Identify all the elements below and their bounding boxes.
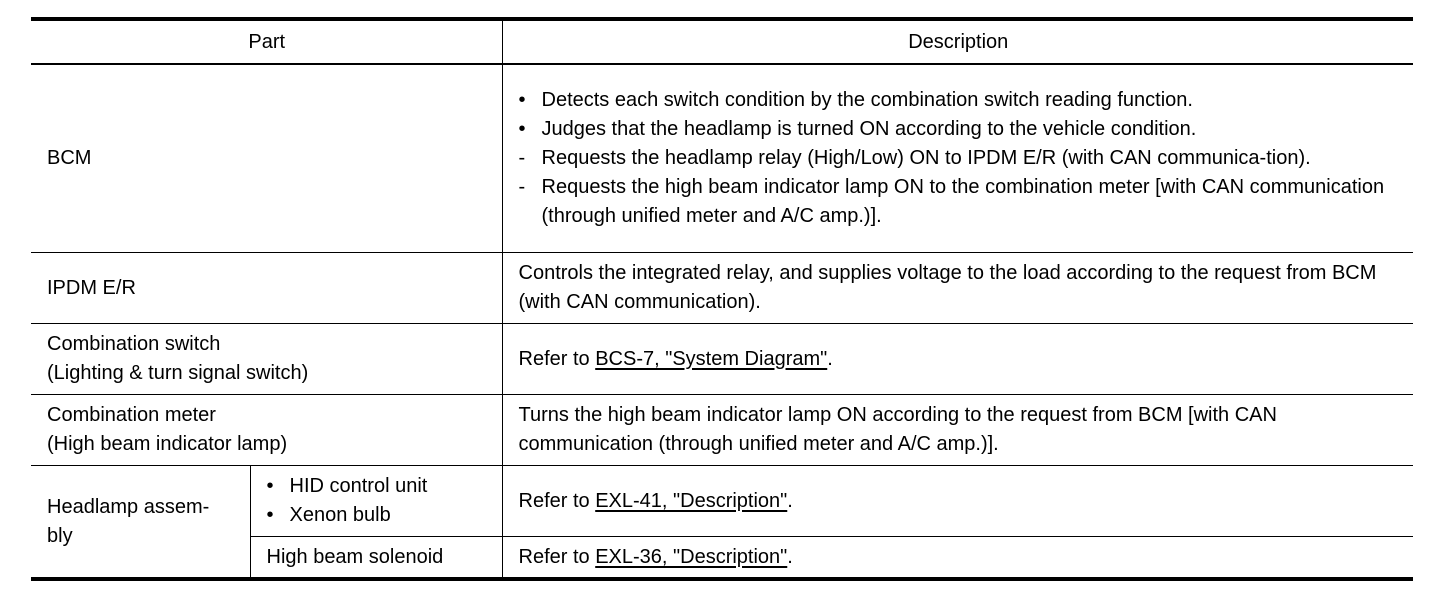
bullet-icon: • xyxy=(518,118,526,140)
reference-link-bcs-7[interactable]: BCS-7, "System Diagram" xyxy=(595,347,828,370)
period-text: . xyxy=(787,489,793,512)
list-item xyxy=(519,115,1399,144)
part-cell-combination-meter xyxy=(31,395,502,466)
hid-component-list xyxy=(267,472,487,530)
reference-link-exl-41[interactable]: EXL-41, "Description" xyxy=(595,489,788,512)
part-cell-combination-switch xyxy=(31,324,502,395)
parts-description-table xyxy=(31,17,1413,581)
description-cell-hid xyxy=(502,466,1413,537)
table-row-combination-switch xyxy=(31,324,1413,395)
table-row-bcm xyxy=(31,64,1413,253)
list-item-text: Requests the high beam indicator lamp ON to the combination meter [with CAN communication (through unified meter and A/C amp.)]. xyxy=(541,176,1385,227)
list-item-text: Xenon bulb xyxy=(289,504,391,526)
table-row-ipdm xyxy=(31,253,1413,324)
part-subname: (Lighting & turn signal switch) xyxy=(47,362,309,384)
list-item xyxy=(519,86,1399,115)
subpart-cell-hid xyxy=(250,466,502,537)
part-cell-ipdm: IPDM E/R xyxy=(31,253,502,324)
list-item xyxy=(519,173,1399,231)
refer-to-text: Refer to xyxy=(518,489,596,512)
refer-to-text: Refer to xyxy=(518,347,596,370)
list-item xyxy=(267,501,487,530)
description-cell-ipdm: Controls the integrated relay, and supplies voltage to the load according to the request from BCM (with CAN communication). xyxy=(502,253,1413,324)
list-item xyxy=(267,472,487,501)
refer-to-text: Refer to xyxy=(518,545,596,568)
part-name: Combination meter xyxy=(47,404,216,426)
list-item xyxy=(519,144,1399,173)
table-row-combination-meter xyxy=(31,395,1413,466)
part-cell-headlamp-assembly: Headlamp assem-bly xyxy=(31,466,250,580)
dash-icon: - xyxy=(518,176,526,198)
part-cell-bcm: BCM xyxy=(31,64,502,253)
dash-icon: - xyxy=(518,147,526,169)
list-item-text: Detects each switch condition by the combination switch reading function. xyxy=(541,89,1193,111)
subpart-cell-high-beam-solenoid: High beam solenoid xyxy=(250,537,502,580)
part-name: Combination switch xyxy=(47,333,221,355)
bullet-icon: • xyxy=(266,475,274,497)
bullet-icon: • xyxy=(266,504,274,526)
list-item-text: Requests the headlamp relay (High/Low) ON to IPDM E/R (with CAN communica-tion). xyxy=(541,147,1311,169)
list-item-text: HID control unit xyxy=(289,475,428,497)
header-description: Description xyxy=(502,19,1413,64)
description-cell-high-beam-solenoid xyxy=(502,537,1413,580)
period-text: . xyxy=(827,347,833,370)
table-row-headlamp-hid xyxy=(31,466,1413,537)
description-cell-bcm xyxy=(502,64,1413,253)
header-part: Part xyxy=(31,19,502,64)
description-cell-combination-switch xyxy=(502,324,1413,395)
table-header-row xyxy=(31,19,1413,64)
period-text: . xyxy=(787,545,793,568)
list-item-text: Judges that the headlamp is turned ON according to the vehicle condition. xyxy=(541,118,1197,140)
reference-link-exl-36[interactable]: EXL-36, "Description" xyxy=(595,545,788,568)
bullet-icon: • xyxy=(518,89,526,111)
bcm-function-list xyxy=(519,86,1399,231)
description-cell-combination-meter: Turns the high beam indicator lamp ON according to the request from BCM [with CAN communication (through unified meter and A/C amp.)]. xyxy=(502,395,1413,466)
part-subname: (High beam indicator lamp) xyxy=(47,433,288,455)
